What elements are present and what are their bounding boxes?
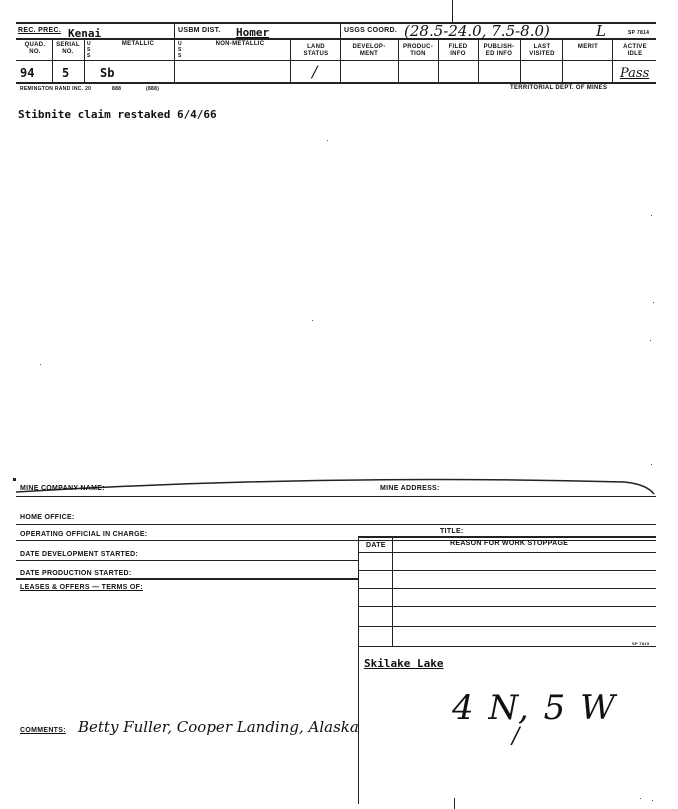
col-land-status: LAND STATUS	[303, 44, 329, 57]
col-merit: MERIT	[577, 44, 599, 50]
col-uss-nonmetallic: U S S	[178, 41, 182, 59]
printer-line: REMINGTON RAND INC. 20	[20, 86, 92, 92]
rule-company	[16, 496, 656, 497]
land-status-value: /	[312, 62, 318, 81]
stoppage-row-5	[358, 646, 656, 647]
speck	[312, 320, 313, 321]
col-development: DEVELOP- MENT	[352, 44, 386, 57]
rec-prec-label: REC. PREC.	[18, 27, 62, 34]
col-filed-info: FILED INFO	[448, 44, 468, 57]
header-bottom-rule	[16, 82, 656, 84]
date-production-label: DATE PRODUCTION STARTED:	[20, 570, 132, 577]
form-number: SP 7814	[628, 30, 650, 36]
col-div-9	[612, 38, 613, 82]
col-serial-no: SERIAL NO.	[56, 42, 80, 55]
agency-name: TERRITORIAL DEPT. OF MINES	[510, 85, 608, 91]
form-number-small: SP 7815	[632, 641, 650, 646]
col-div-5	[438, 38, 439, 82]
mine-company-name-label: MINE COMPANY NAME:	[20, 485, 105, 492]
location-typed: Skilake Lake	[364, 657, 444, 670]
title-label: TITLE:	[440, 528, 464, 535]
active-idle-value: Pass	[620, 66, 650, 81]
speck	[651, 464, 652, 465]
header-top-rule	[16, 22, 656, 24]
speck	[651, 215, 652, 216]
printer-code-1: 888	[112, 86, 122, 92]
stoppage-row-3	[358, 606, 656, 607]
col-active-idle: ACTIVE IDLE	[623, 44, 647, 57]
top-tick	[452, 0, 453, 22]
reason-header: REASON FOR WORK STOPPAGE	[450, 540, 569, 547]
speck	[327, 140, 328, 141]
col-div-8	[562, 38, 563, 82]
rule-date-prod	[16, 578, 358, 580]
stoppage-top-rule	[358, 536, 656, 538]
speck	[652, 800, 653, 801]
col-last-visited: LAST VISITED	[529, 44, 555, 57]
stoppage-left-border	[358, 536, 359, 804]
leases-label: LEASES & OFFERS — TERMS OF:	[20, 584, 143, 591]
col-div-6	[478, 38, 479, 82]
usgs-coord-value: (28.5-24.0, 7.5-8.0)	[404, 22, 550, 40]
date-development-label: DATE DEVELOPMENT STARTED:	[20, 551, 139, 558]
stoppage-row-4	[358, 626, 656, 627]
operating-official-label: OPERATING OFFICIAL IN CHARGE:	[20, 531, 148, 538]
location-handwritten: 4 N, 5 W	[452, 688, 618, 728]
divider-usbm	[174, 22, 175, 82]
col-metallic: METALLIC	[121, 41, 155, 47]
col-div-2	[84, 38, 85, 82]
speck	[40, 364, 41, 365]
col-div-4	[398, 38, 399, 82]
comments-label: COMMENTS:	[20, 727, 66, 734]
col-div-3	[290, 38, 291, 82]
rule-home-office	[16, 524, 656, 525]
stoppage-row-2	[358, 588, 656, 589]
speck	[650, 340, 651, 341]
col-published-info: PUBLISH- ED INFO	[483, 44, 515, 57]
col-production: PRODUC- TION	[402, 44, 434, 57]
col-non-metallic: NON-METALLIC	[215, 41, 265, 47]
speck	[653, 302, 654, 303]
speck	[640, 798, 641, 799]
printer-code-2: (888)	[146, 86, 160, 92]
col-quad-no: QUAD. NO.	[24, 42, 46, 55]
header-row2-rule	[16, 60, 656, 61]
col-div-7	[520, 38, 521, 82]
date-header: DATE	[366, 542, 386, 549]
col-uss-metallic: U S S	[87, 41, 91, 59]
metallic-value: Sb	[100, 66, 115, 80]
usgs-coord-letter: L	[596, 22, 606, 40]
comments-value: Betty Fuller, Cooper Landing, Alaska	[78, 718, 359, 736]
home-office-label: HOME OFFICE:	[20, 514, 75, 521]
quad-no-value: 94	[20, 66, 35, 80]
header-row1-rule	[16, 38, 656, 40]
bottom-tick	[454, 798, 455, 809]
usgs-coord-label: USGS COORD.	[344, 27, 398, 34]
mine-address-label: MINE ADDRESS:	[380, 485, 440, 492]
stoppage-header-rule	[358, 552, 656, 553]
serial-no-value: 5	[62, 66, 70, 80]
stoppage-row-1	[358, 570, 656, 571]
divider-usgs	[340, 22, 341, 82]
location-handwritten-mark: /	[512, 724, 520, 749]
usbm-dist-value: Homer	[236, 26, 270, 39]
usbm-dist-label: USBM DIST.	[178, 27, 221, 34]
rule-date-dev	[16, 560, 358, 561]
body-note: Stibnite claim restaked 6/4/66	[18, 108, 217, 121]
rec-prec-value: Kenai	[68, 27, 102, 40]
